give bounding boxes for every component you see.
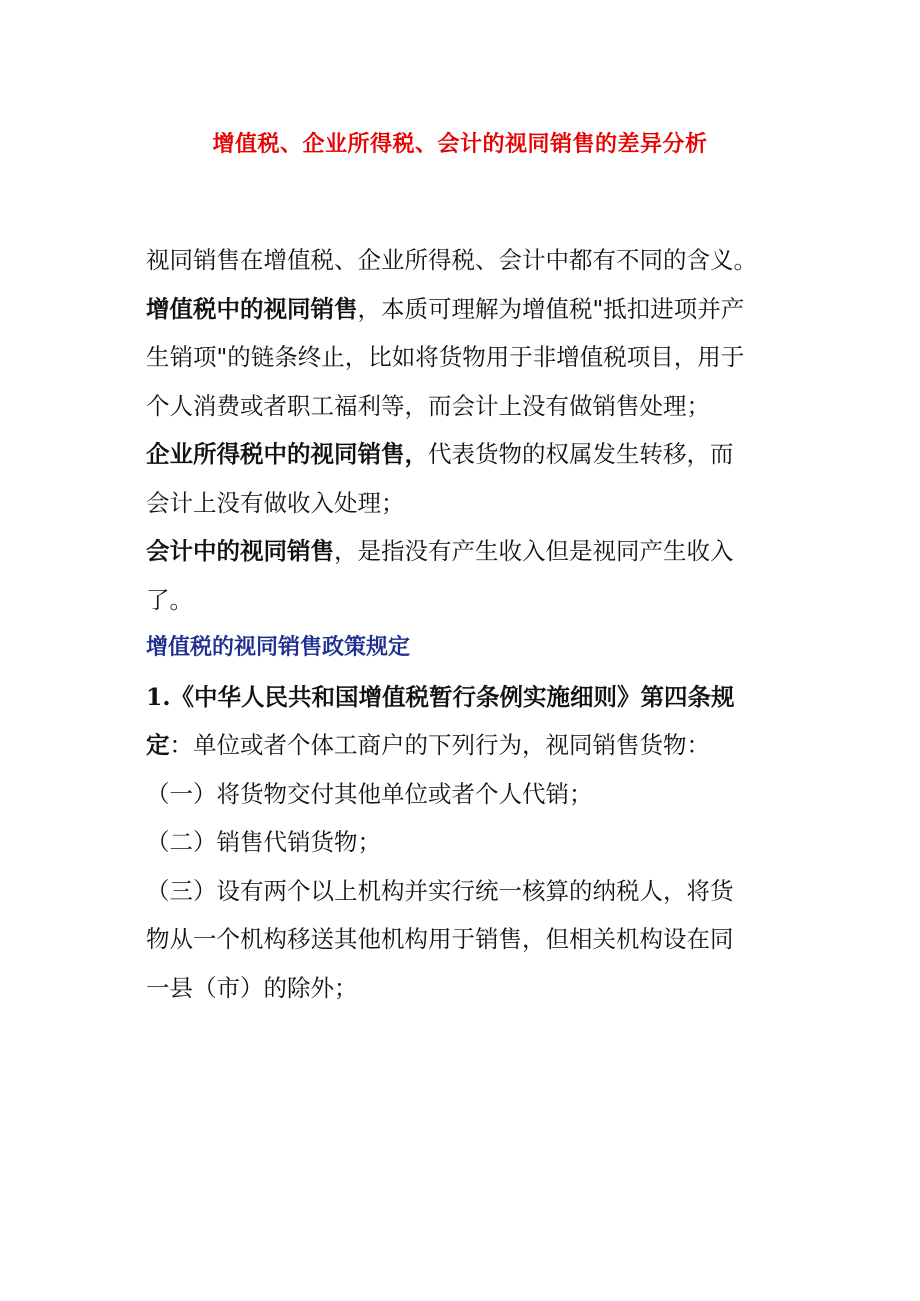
rule-item-3-line-2: 物从一个机构移送其他机构用于销售，但相关机构设在同 — [146, 925, 734, 953]
document-title: 增值税、企业所得税、会计的视同销售的差异分析 — [212, 132, 708, 157]
vat-definition-line-1 — [146, 285, 786, 334]
rule-item-2: （二）销售代销货物； — [146, 828, 381, 856]
rule-paragraph — [146, 673, 786, 770]
rule-item-3-line-3: 一县（市）的除外； — [146, 973, 358, 1002]
document-body — [146, 236, 786, 1012]
rule-title-line-1 — [146, 673, 786, 722]
accounting-definition-line-1 — [146, 527, 786, 576]
rule-title-text-2: 定 — [146, 731, 170, 759]
accounting-definition-text-1: ，是指没有产生收入但是视同产生收入 — [334, 537, 734, 565]
rule-item-1: （一）将货物交付其他单位或者个人代销； — [146, 779, 593, 808]
vat-definition-line-3: 个人消费或者职工福利等，而会计上没有做销售处理； — [146, 391, 710, 420]
rule-number: 1. — [146, 682, 171, 711]
accounting-definition-paragraph — [146, 527, 786, 624]
vat-definition-term: 增值税中的视同销售 — [146, 294, 358, 323]
cit-definition-line-2: 会计上没有做收入处理； — [146, 488, 405, 517]
rule-title-line-2 — [146, 721, 786, 770]
vat-definition-line-2: 生销项"的链条终止，比如将货物用于非增值税项目，用于 — [146, 343, 745, 371]
accounting-definition-term: 会计中的视同销售 — [146, 537, 334, 565]
cit-definition-text-1: 代表货物的权属发生转移，而 — [428, 440, 734, 468]
cit-definition-term: 企业所得税中的视同销售， — [146, 440, 428, 468]
vat-definition-paragraph — [146, 285, 786, 431]
accounting-definition-line-2: 了。 — [146, 585, 193, 614]
vat-definition-text-1: ，本质可理解为增值税"抵扣进项并产 — [357, 294, 745, 323]
intro-paragraph: 视同销售在增值税、企业所得税、会计中都有不同的含义。 — [146, 246, 757, 274]
section-heading: 增值税的视同销售政策规定 — [146, 635, 411, 660]
rule-intro: ：单位或者个体工商户的下列行为，视同销售货物： — [169, 731, 710, 759]
cit-definition-line-1 — [146, 430, 786, 479]
rule-title-text-1: 《中华人民共和国增值税暂行条例实施细则》第四条规 — [170, 682, 735, 711]
cit-definition-paragraph — [146, 430, 786, 527]
rule-item-3-line-1: （三）设有两个以上机构并实行统一核算的纳税人，将货 — [146, 876, 734, 905]
